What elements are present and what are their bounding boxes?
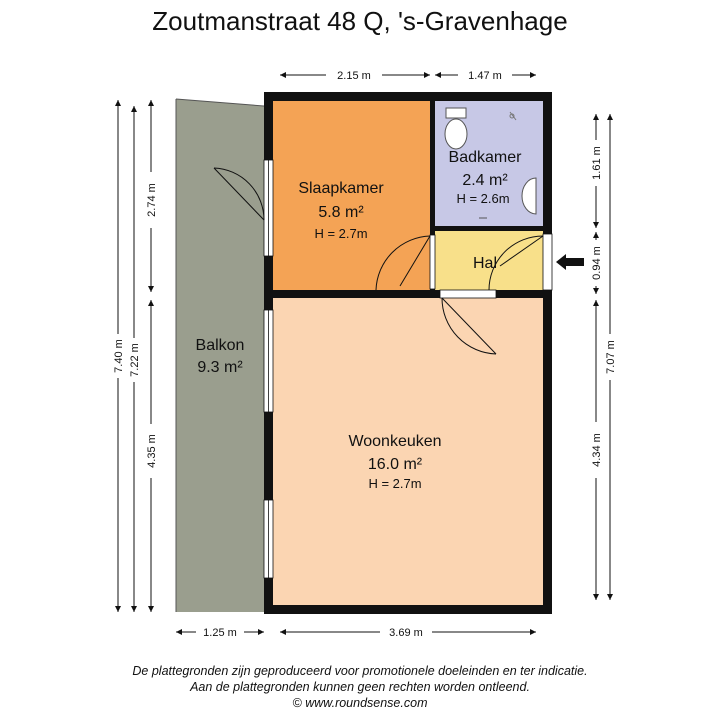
woonkeuken-area (272, 294, 544, 612)
badkamer-area-label: 2.4 m² (462, 172, 508, 189)
balkon-area-label: 9.3 m² (197, 359, 243, 376)
disclaimer-line-1: De plattegronden zijn geproduceerd voor promotionele doeleinden en ter indicatie. (132, 664, 588, 678)
balkon-label: Balkon (195, 337, 245, 354)
woonkeuken-label: Woonkeuken (348, 433, 442, 450)
dim-right-upper: 1.61 m (591, 146, 603, 180)
dim-right-lower: 4.34 m (591, 433, 603, 467)
slaapkamer-height-label: H = 2.7m (314, 226, 368, 241)
badkamer-height-label: H = 2.6m (456, 191, 510, 206)
balkon-area (176, 99, 264, 612)
dim-left-lower: 4.35 m (146, 434, 158, 468)
copyright-link[interactable]: © www.roundsense.com (292, 696, 428, 710)
dim-bottom-left: 1.25 m (203, 627, 237, 639)
disclaimer (0, 663, 720, 711)
dim-top-left: 2.15 m (337, 70, 371, 82)
page-title: Zoutmanstraat 48 Q, 's-Gravenhage (152, 6, 568, 36)
slaapkamer-label: Slaapkamer (298, 180, 384, 197)
woonkeuken-height-label: H = 2.7m (368, 476, 422, 491)
dim-bottom-right: 3.69 m (389, 627, 423, 639)
dim-left-inner: 7.22 m (129, 343, 141, 377)
dim-right-total: 7.07 m (605, 340, 617, 374)
entrance-arrow-icon (556, 254, 584, 270)
dim-left-total: 7.40 m (113, 339, 125, 373)
dim-top-right: 1.47 m (468, 70, 502, 82)
slaapkamer-area (272, 100, 432, 294)
slaapkamer-area-label: 5.8 m² (318, 204, 364, 221)
dim-right-middle: 0.94 m (591, 246, 603, 280)
woonkeuken-area-label: 16.0 m² (367, 456, 423, 473)
toilet-icon (445, 108, 467, 149)
dim-left-upper: 2.74 m (146, 183, 158, 217)
badkamer-label: Badkamer (448, 149, 522, 166)
hal-label: Hal (472, 255, 498, 272)
disclaimer-line-2: Aan de plattegronden kunnen geen rechten worden ontleend. (190, 680, 530, 694)
